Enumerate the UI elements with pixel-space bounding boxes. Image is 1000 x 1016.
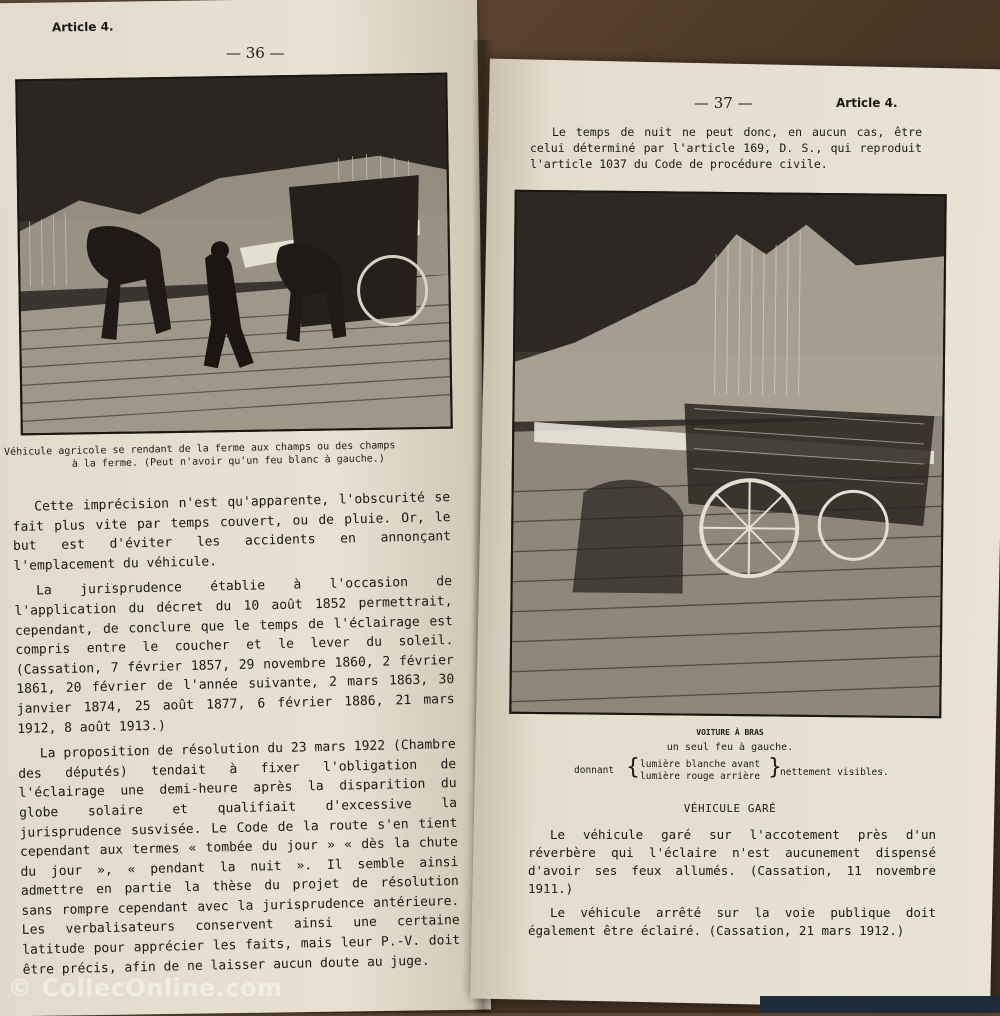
right-caption-lights: [574, 757, 904, 787]
right-caption-subtitle: un seul feu à gauche.: [666, 742, 794, 753]
paragraph: Le véhicule arrêté sur la voie publique doit également être éclairé. (Cassation, 21 mars 1912.): [528, 905, 936, 938]
caption-white-light: lumière blanche avant: [640, 759, 761, 770]
caption-red-light: lumière rouge arrière: [640, 771, 761, 782]
right-body-text: [528, 826, 936, 946]
caption-donnant: donnant: [574, 765, 615, 776]
right-page-header: Article 4.: [836, 96, 898, 110]
right-brace-icon: }: [768, 755, 782, 780]
left-page-number: — 36 —: [226, 44, 285, 62]
section-title: VÉHICULE GARÉ: [683, 802, 777, 815]
paragraph: La jurisprudence établie à l'occasion de l'application du décret du 10 août 1852 permettrait, cependant, de conclure que le temps de l'éclairage est compris entre le coucher et le lever du soleil. (Cassation, 7 février 1857, 29 novembre 1860, 2 février 1861, 20 février de l'année suivante, 2 mars 1863, 30 janvier 1874, 25 août 1877, 6 février 1886, 21 mars 1912, 8 août 1913.): [14, 574, 455, 737]
left-body-text: [12, 488, 461, 986]
caption-line-1: Véhicule agricole se rendant de la ferme aux champs ou des champs: [4, 440, 396, 458]
caption-line-2: à la ferme. (Peut n'avoir qu'un feu blanc à gauche.): [71, 453, 385, 470]
farm-vehicle-engraving: [15, 73, 453, 436]
handcart-engraving: [509, 190, 946, 718]
right-page-number: — 37 —: [694, 94, 753, 112]
paragraph: Le temps de nuit ne peut donc, en aucun cas, être celui déterminé par l'article 169, D. S., qui reproduit l'article 1037 du Code de procédure civile.: [530, 125, 922, 171]
left-page-header: Article 4.: [51, 19, 114, 35]
left-brace-icon: {: [626, 755, 640, 780]
right-caption-title: VOITURE À BRAS: [696, 728, 764, 737]
paragraph: Le véhicule garé sur l'accotement près d'un réverbère qui l'éclaire n'est aucunement dispensé d'avoir ses feux allumés. (Cassation, 11 novembre 1911.): [528, 827, 936, 896]
background-strip: [760, 996, 1000, 1013]
paragraph: La proposition de résolution du 23 mars 1922 (Chambre des députés) tendait à fixer l'obligation de l'éclairage une demi-heure après la disparition du globe solaire et qualifiait d'excessive la jurisprudence susvisée. Le Code de la route s'en tient cependant aux termes « tombée du jour » « dès la chute du jour », « pendant la nuit ». Il semble ainsi admettre en partie la thèse du projet de résolution sans rompre cependant avec la jurisprudence antérieure. Les verbalisateurs conservent ainsi une certaine latitude pour apprécier les faits, mais leur P.-V. doit être précis, afin de ne laisser aucun doute au juge.: [18, 737, 461, 978]
caption-visibility: nettement visibles.: [780, 767, 889, 778]
right-intro-text: [530, 124, 922, 178]
paragraph: Cette imprécision n'est qu'apparente, l'obscurité se fait plus vite par temps couvert, ou de pluie. Or, le but est d'éviter les accidents en annonçant l'emplacement du véhicule.: [12, 490, 452, 574]
watermark: © CollecOnline.com: [8, 974, 283, 1002]
